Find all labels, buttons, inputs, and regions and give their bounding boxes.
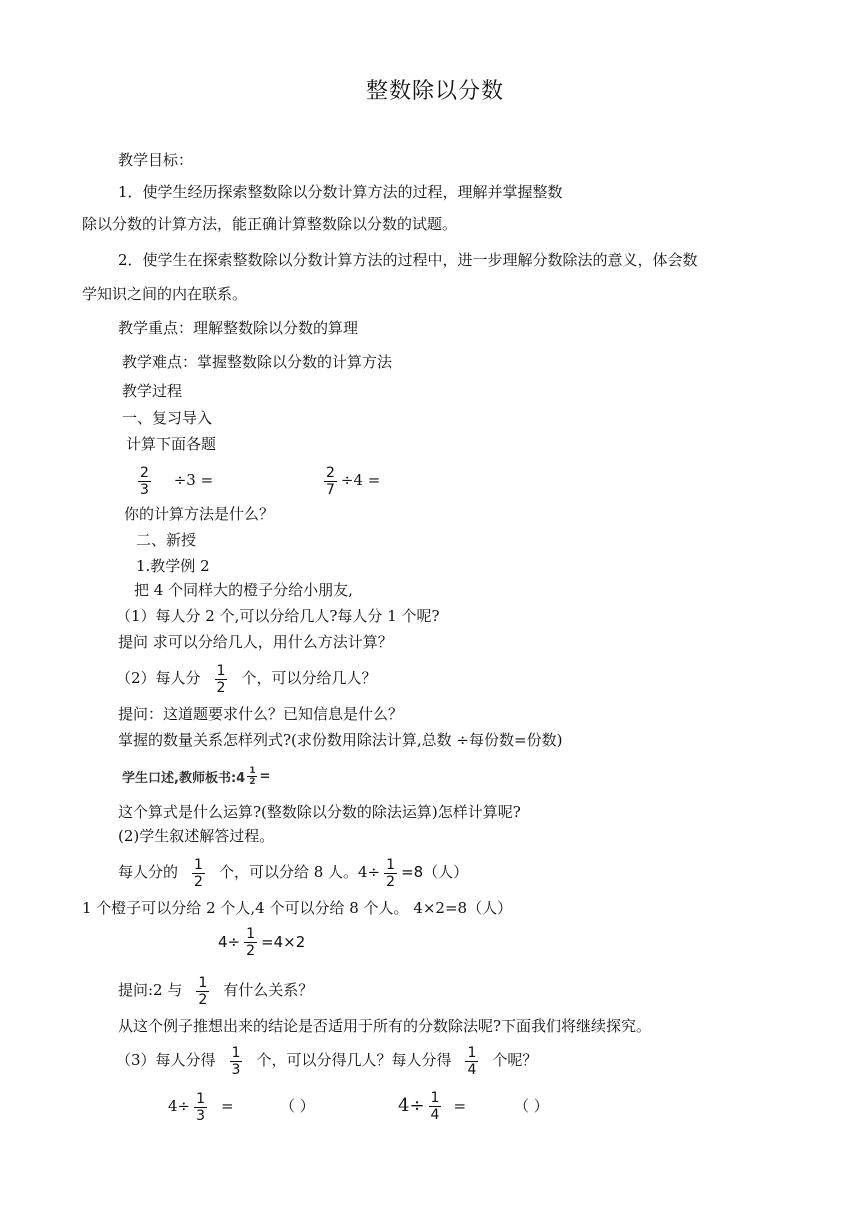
review-expression-1 [134,460,213,500]
expression-rest: ÷3 = [173,471,214,489]
example-heading: 1.教学例 2 [136,557,210,575]
denominator: 3 [231,1061,241,1078]
board-text: = [259,768,271,784]
page-title: 整数除以分数 [366,79,505,104]
final-expression-2 [398,1086,466,1126]
review-expression-2 [320,460,380,500]
fraction [247,766,257,787]
answer-blank-1: （ ） [280,1097,315,1115]
denominator: 2 [194,873,203,890]
goal-2-line-2: 学知识之间的内在联系。 [82,285,248,303]
relation-text: 掌握的数量关系怎样列式?(求份数用除法计算,总数 ÷每份数=份数) [118,731,563,749]
goals-heading: 教学目标： [118,151,194,169]
denominator: 2 [249,776,256,787]
text: 个，可以分得几人？每人分得 [256,1051,452,1069]
fraction [192,857,205,890]
oranges-line: 1 个橙子可以分给 2 个人,4 个可以分给 8 个人。 4×2=8（人） [82,899,513,917]
process-heading: 教学过程 [122,382,183,400]
numerator: 1 [231,1044,241,1061]
calc-heading: 计算下面各题 [126,435,217,453]
difficulty: 教学难点：掌握整数除以分数的计算方法 [122,353,393,371]
fraction [138,465,151,498]
numerator: 2 [140,464,149,481]
expression-rest: ÷4 = [340,471,381,489]
text: 个呢？ [492,1051,538,1069]
numerator: 1 [216,662,226,679]
ask-1: 提问 求可以分给几人，用什么方法计算？ [118,633,393,651]
text: 有什么关系？ [223,981,314,999]
answer-blank-2: （ ） [514,1097,549,1115]
each-person-line [118,852,468,892]
text: = [221,1097,234,1115]
question-2 [116,658,376,698]
denominator: 4 [467,1061,477,1078]
numerator: 1 [246,926,256,942]
numerator: 1 [249,765,256,776]
text: = [453,1097,467,1115]
question-1: （1）每人分 2 个,可以分给几人?每人分 1 个呢? [116,607,440,625]
equation [218,922,305,962]
question-3 [116,1040,537,1080]
text: =8（人） [401,863,469,881]
text: （3）每人分得 [116,1051,216,1069]
denominator: 2 [216,679,226,696]
goal-1-line-2: 除以分数的计算方法，能正确计算整数除以分数的试题。 [82,215,458,233]
final-expression-1 [168,1086,234,1126]
inference: 从这个例子推想出来的结论是否适用于所有的分数除法呢?下面我们将继续探究。 [118,1017,652,1035]
board-text: 学生口述,教师板书:4 [122,770,246,786]
text: 4÷ [398,1095,425,1116]
goal-1-line-1: 1．使学生经历探索整数除以分数计算方法的过程，理解并掌握整数 [118,183,563,201]
text: 每人分的 [118,863,179,881]
fraction [244,926,257,959]
fraction [194,1091,207,1124]
numerator: 1 [194,856,203,873]
denominator: 4 [430,1106,440,1123]
ask-3 [118,970,313,1010]
numerator: 1 [386,856,396,873]
fraction [384,857,397,890]
text: （2）每人分 [116,669,201,687]
denominator: 2 [198,991,208,1008]
what-operation: 这个算式是什么运算?(整数除以分数的除法运算)怎样计算呢? [118,803,521,821]
key-point: 教学重点：理解整数除以分数的算理 [118,319,359,337]
section-new-heading: 二、新授 [136,531,197,549]
text: 个，可以分给几人？ [241,669,377,687]
numerator: 1 [196,1090,206,1107]
problem-statement: 把 4 个同样大的橙子分给小朋友, [134,581,353,599]
denominator: 2 [386,873,396,890]
text: 提问:2 与 [118,981,183,999]
denominator: 2 [246,943,256,959]
fraction [196,975,209,1008]
text: 4÷ [218,933,241,951]
text: 个，可以分给 8 人。4÷ [218,863,381,881]
text: 4÷ [168,1097,191,1115]
method-question: 你的计算方法是什么？ [124,505,275,523]
fraction [465,1045,478,1078]
goal-2-line-1: 2．使学生在探索整数除以分数计算方法的过程中，进一步理解分数除法的意义，体会数 [118,251,698,269]
denominator: 3 [196,1107,206,1124]
board-image [122,764,270,788]
ask-2: 提问：这道题要求什么？已知信息是什么？ [118,705,404,723]
narrate: (2)学生叙述解答过程。 [118,827,275,845]
numerator: 2 [326,464,335,481]
numerator: 1 [198,974,208,991]
section-review-heading: 一、复习导入 [122,409,213,427]
fraction [230,1045,243,1078]
numerator: 1 [430,1089,440,1106]
fraction [324,465,337,498]
fraction [429,1090,442,1123]
denominator: 3 [140,481,149,498]
fraction [215,663,228,696]
numerator: 1 [467,1044,477,1061]
text: =4×2 [261,933,306,951]
denominator: 7 [326,481,335,498]
